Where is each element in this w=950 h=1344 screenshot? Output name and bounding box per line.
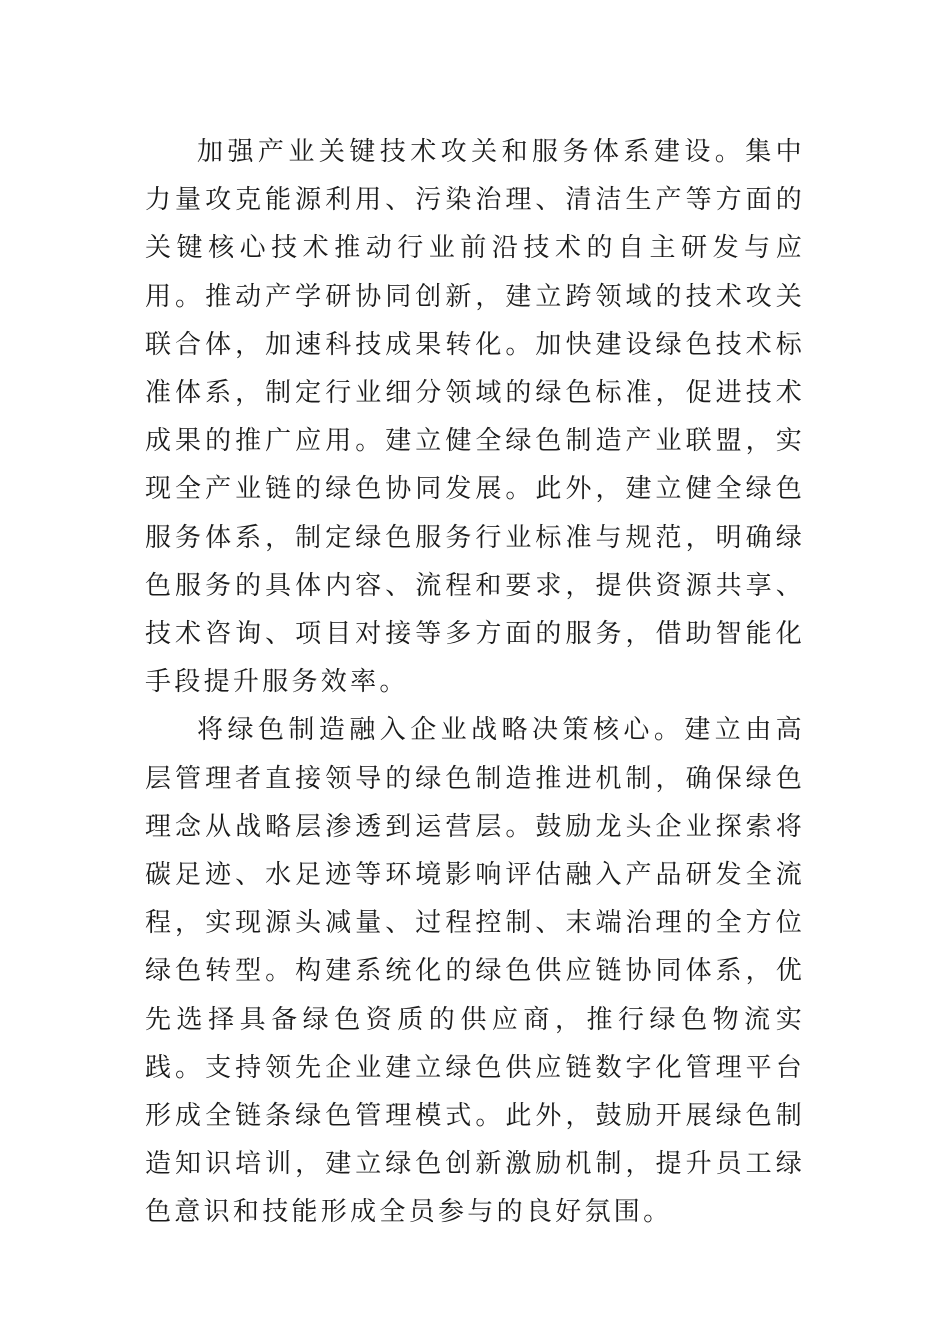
paragraph-1: 加强产业关键技术攻关和服务体系建设。集中力量攻克能源利用、污染治理、清洁生产等方面的关键核心技术推动行业前沿技术的自主研发与应用。推动产学研协同创新，建立跨领域的技术攻关联合体，加速科技成果转化。加快建设绿色技术标准体系，制定行业细分领域的绿色标准，促进技术成果的推广应用。建立健全绿色制造产业联盟，实现全产业链的绿色协同发展。此外，建立健全绿色服务体系，制定绿色服务行业标准与规范，明确绿色服务的具体内容、流程和要求，提供资源共享、技术咨询、项目对接等多方面的服务，借助智能化手段提升服务效率。 (145, 137, 805, 698)
body-text (145, 128, 805, 1237)
paragraph-2: 将绿色制造融入企业战略决策核心。建立由高层管理者直接领导的绿色制造推进机制，确保绿色理念从战略层渗透到运营层。鼓励龙头企业探索将碳足迹、水足迹等环境影响评估融入产品研发全流程，实现源头减量、过程控制、末端治理的全方位绿色转型。构建系统化的绿色供应链协同体系，优先选择具备绿色资质的供应商，推行绿色物流实践。支持领先企业建立绿色供应链数字化管理平台形成全链条绿色管理模式。此外，鼓励开展绿色制造知识培训，建立绿色创新激励机制，提升员工绿色意识和技能形成全员参与的良好氛围。 (145, 715, 805, 1228)
